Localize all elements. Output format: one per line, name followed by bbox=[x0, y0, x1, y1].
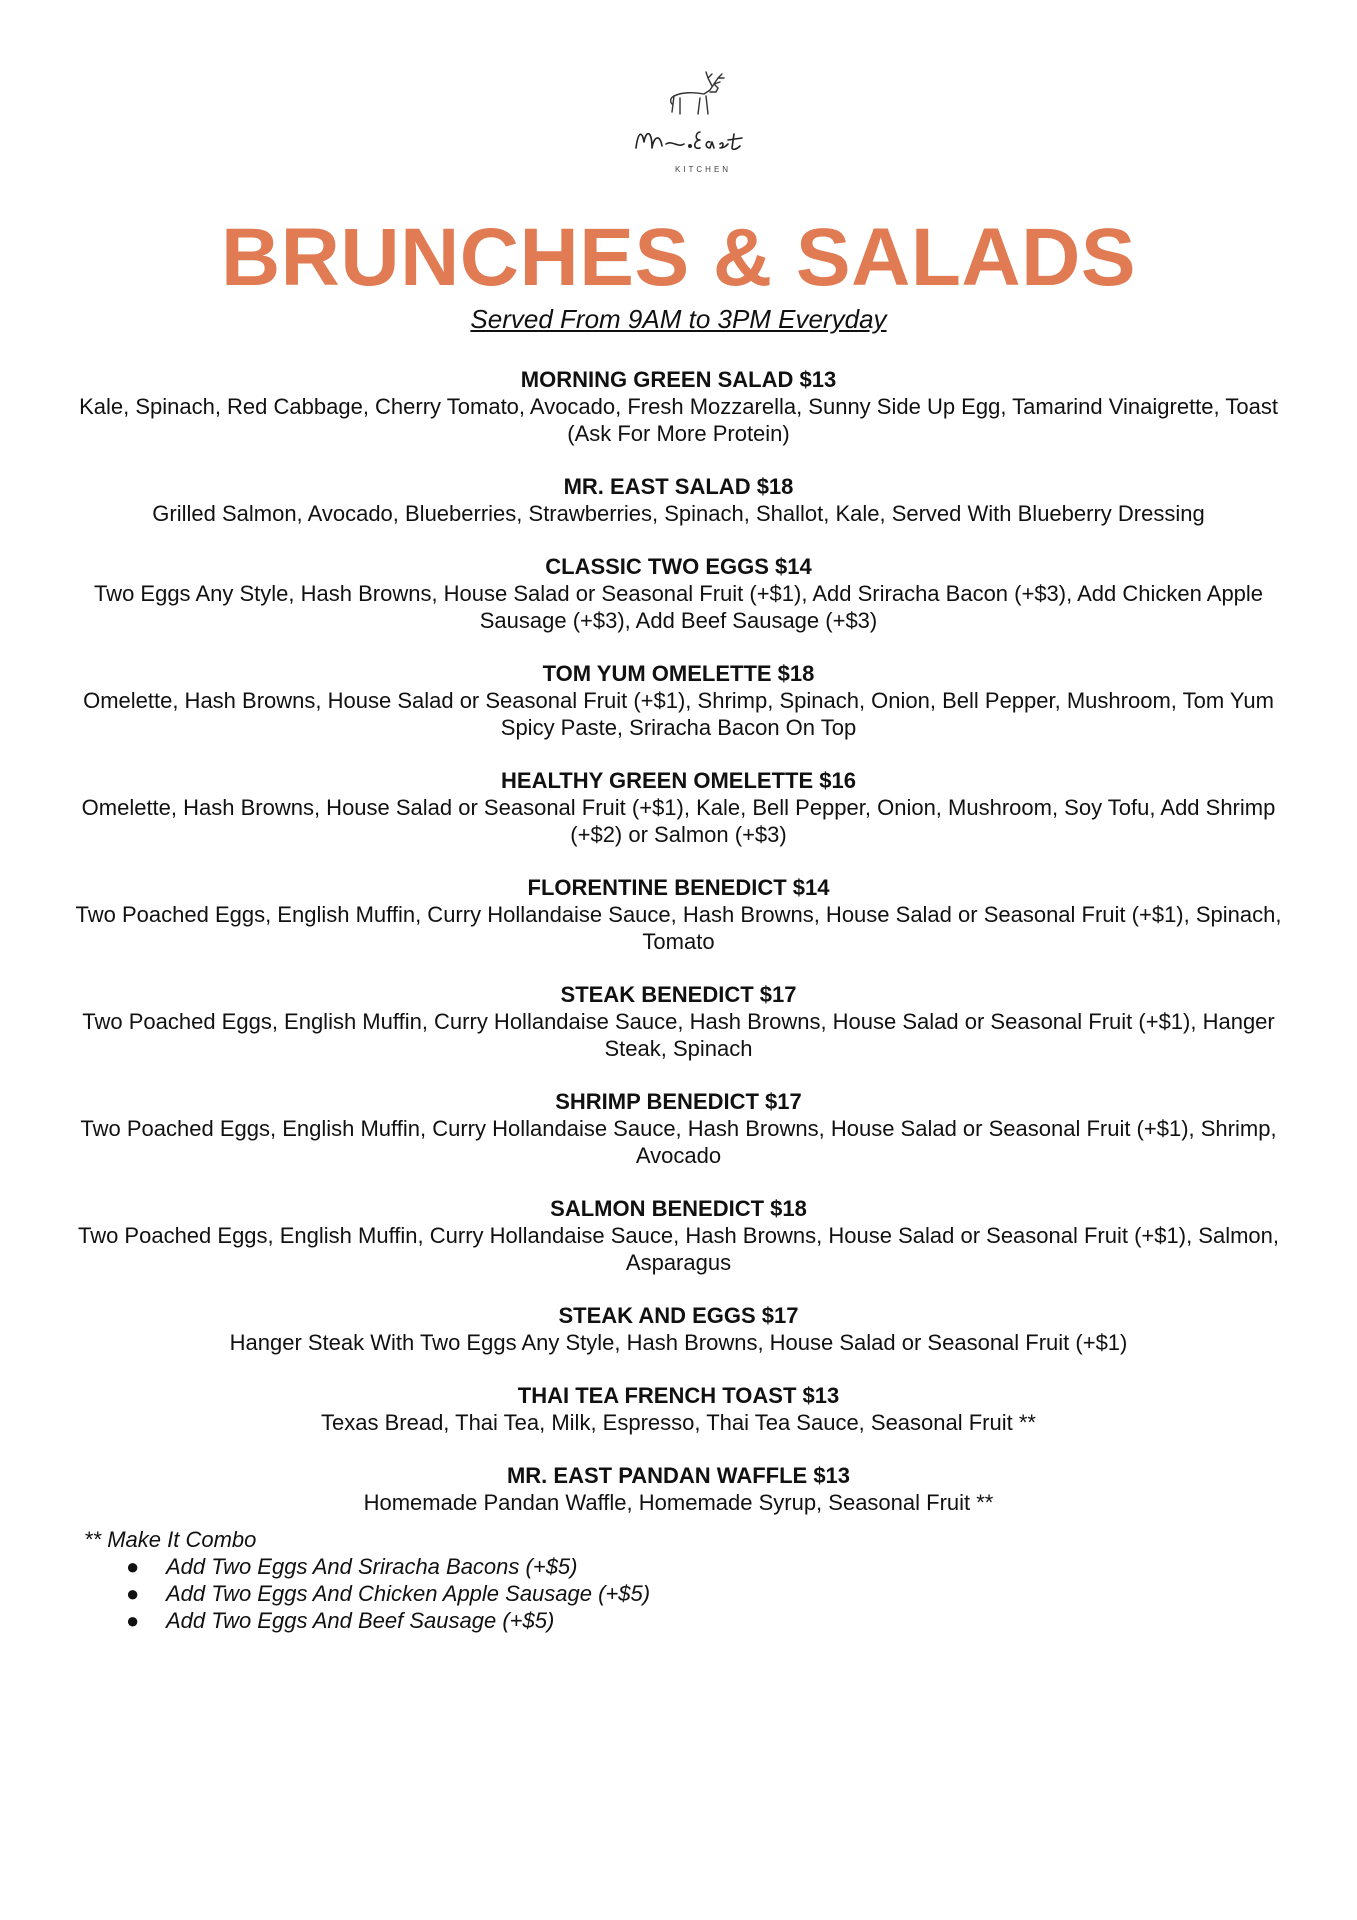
menu-item-description: Hanger Steak With Two Eggs Any Style, Hash Browns, House Salad or Seasonal Fruit (+$1) bbox=[229, 1330, 1128, 1355]
bullet-icon: ● bbox=[126, 1608, 140, 1633]
combo-options bbox=[84, 1553, 984, 1634]
menu-item bbox=[70, 366, 1287, 447]
menu-item-name: MR. EAST PANDAN WAFFLE $13 bbox=[506, 1463, 851, 1488]
menu-item-name: FLORENTINE BENEDICT $14 bbox=[527, 875, 830, 900]
menu-item-name: CLASSIC TWO EGGS $14 bbox=[545, 554, 812, 579]
menu-item bbox=[70, 1462, 1287, 1516]
menu-item-description: Grilled Salmon, Avocado, Blueberries, Strawberries, Spinach, Shallot, Kale, Served With Blueberry Dressing bbox=[152, 501, 1205, 526]
combo-option bbox=[84, 1553, 984, 1580]
combo-option-text: Add Two Eggs And Beef Sausage (+$5) bbox=[166, 1608, 555, 1633]
combo-option-text: Add Two Eggs And Sriracha Bacons (+$5) bbox=[166, 1554, 578, 1579]
menu-item-description: Two Poached Eggs, English Muffin, Curry Hollandaise Sauce, Hash Browns, House Salad or Seasonal Fruit (+$1), Shrimp, Avocado bbox=[80, 1116, 1277, 1168]
bullet-icon: ● bbox=[126, 1581, 140, 1606]
bullet-icon: ● bbox=[126, 1554, 140, 1579]
menu-item-name: SALMON BENEDICT $18 bbox=[550, 1196, 807, 1221]
menu-item-name: MR. EAST SALAD $18 bbox=[563, 474, 794, 499]
menu-item-name: STEAK AND EGGS $17 bbox=[558, 1303, 799, 1328]
menu-item-description: Two Poached Eggs, English Muffin, Curry Hollandaise Sauce, Hash Browns, House Salad or Seasonal Fruit (+$1), Salmon, Asparagus bbox=[77, 1223, 1280, 1275]
menu-item bbox=[70, 1302, 1287, 1356]
menu-item bbox=[70, 874, 1287, 955]
menu-item-name: SHRIMP BENEDICT $17 bbox=[555, 1089, 802, 1114]
combo-option bbox=[84, 1607, 984, 1634]
menu-item bbox=[70, 1195, 1287, 1276]
menu-item bbox=[70, 1382, 1287, 1436]
menu-item-description: Two Poached Eggs, English Muffin, Curry Hollandaise Sauce, Hash Browns, House Salad or Seasonal Fruit (+$1), Spinach, Tomato bbox=[75, 902, 1282, 954]
menu-item bbox=[70, 1088, 1287, 1169]
menu-item-name: TOM YUM OMELETTE $18 bbox=[542, 661, 815, 686]
menu-item-description: Omelette, Hash Browns, House Salad or Seasonal Fruit (+$1), Kale, Bell Pepper, Onion, Mushroom, Soy Tofu, Add Shrimp (+$2) or Salmon (+$3) bbox=[81, 795, 1276, 847]
menu-item bbox=[70, 981, 1287, 1062]
page-title: BRUNCHES & SALADS bbox=[220, 212, 1137, 303]
menu-item-description: Texas Bread, Thai Tea, Milk, Espresso, Thai Tea Sauce, Seasonal Fruit ** bbox=[321, 1410, 1036, 1435]
restaurant-logo bbox=[628, 68, 778, 180]
menu-item-description: Homemade Pandan Waffle, Homemade Syrup, Seasonal Fruit ** bbox=[363, 1490, 994, 1515]
menu-item bbox=[70, 553, 1287, 634]
menu-item-name: STEAK BENEDICT $17 bbox=[560, 982, 797, 1007]
menu-item-name: HEALTHY GREEN OMELETTE $16 bbox=[501, 768, 856, 793]
menu-item-description: Kale, Spinach, Red Cabbage, Cherry Tomato, Avocado, Fresh Mozzarella, Sunny Side Up Egg, Tamarind Vinaigrette, Toast (Ask For More Protein) bbox=[79, 394, 1278, 446]
menu-item-name: THAI TEA FRENCH TOAST $13 bbox=[517, 1383, 840, 1408]
serving-hours: Served From 9AM to 3PM Everyday bbox=[470, 304, 887, 334]
combo-option-text: Add Two Eggs And Chicken Apple Sausage (+$5) bbox=[166, 1581, 651, 1606]
combo-heading: ** Make It Combo bbox=[84, 1527, 257, 1552]
deer-logo-icon bbox=[628, 68, 778, 180]
combo-section bbox=[84, 1526, 984, 1634]
menu-item bbox=[70, 660, 1287, 741]
logo-tagline: KITCHEN bbox=[674, 165, 732, 174]
menu-item-description: Two Eggs Any Style, Hash Browns, House Salad or Seasonal Fruit (+$1), Add Sriracha Bacon (+$3), Add Chicken Apple Sausage (+$3), Add Beef Sausage (+$3) bbox=[93, 581, 1264, 633]
menu-item-description: Omelette, Hash Browns, House Salad or Seasonal Fruit (+$1), Shrimp, Spinach, Onion, Bell Pepper, Mushroom, Tom Yum Spicy Paste, Sriracha Bacon On Top bbox=[83, 688, 1274, 740]
menu-item bbox=[70, 767, 1287, 848]
menu-list bbox=[70, 366, 1287, 1542]
menu-item bbox=[70, 473, 1287, 527]
menu-item-name: MORNING GREEN SALAD $13 bbox=[520, 367, 837, 392]
combo-option bbox=[84, 1580, 984, 1607]
menu-item-description: Two Poached Eggs, English Muffin, Curry Hollandaise Sauce, Hash Browns, House Salad or Seasonal Fruit (+$1), Hanger Steak, Spinach bbox=[82, 1009, 1275, 1061]
